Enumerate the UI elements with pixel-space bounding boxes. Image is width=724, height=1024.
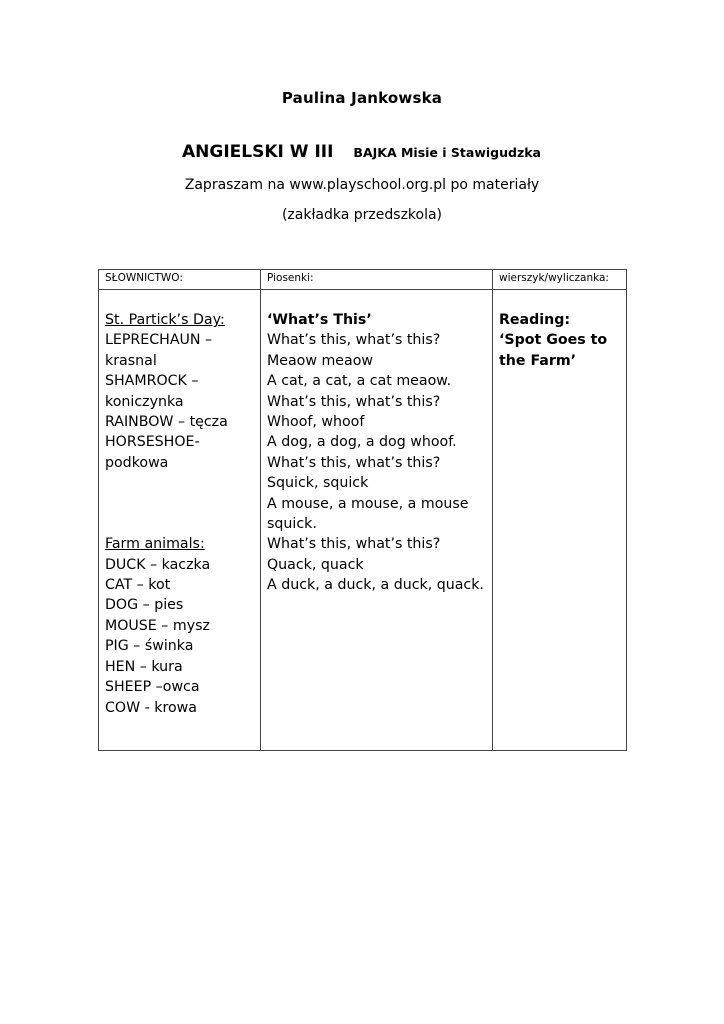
song-line: Quack, quack — [267, 556, 364, 573]
song-line: Meaow meaow — [267, 352, 373, 369]
vocab-line: podkowa — [105, 454, 169, 471]
song-line: What’s this, what’s this? — [267, 332, 441, 349]
author-name: Paulina Jankowska — [281, 89, 443, 107]
vocab-line: HORSESHOE- — [105, 434, 200, 451]
reading-label: Reading: — [499, 312, 571, 328]
vocab-line: LEPRECHAUN – — [105, 332, 213, 349]
intro-line-2: (zakładka przedszkola) — [281, 207, 443, 223]
song-line: Whoof, whoof — [267, 414, 365, 431]
song-line: What’s this, what’s this? — [267, 393, 441, 410]
header-vocabulary: SŁOWNICTWO: — [99, 270, 261, 290]
vocab-section-title: Farm animals: — [105, 536, 205, 553]
song-line: A duck, a duck, a duck, quack. — [267, 577, 484, 594]
song-line: squick. — [267, 516, 317, 533]
table-header-row — [99, 270, 627, 290]
song-title: ‘What’s This’ — [267, 312, 372, 328]
lesson-table — [98, 269, 627, 751]
vocab-line: MOUSE – mysz — [105, 617, 210, 634]
vocabulary-cell — [99, 290, 261, 751]
vocab-spacer — [105, 473, 254, 534]
song-line: Squick, squick — [267, 475, 369, 492]
table-content-row — [99, 290, 627, 751]
title-line — [182, 142, 541, 162]
vocab-line: RAINBOW – tęcza — [105, 414, 228, 431]
document-title: ANGIELSKI W III — [182, 142, 334, 162]
vocab-line: COW - krowa — [105, 699, 197, 716]
vocab-line: koniczynka — [105, 393, 184, 410]
song-line: A cat, a cat, a cat meaow. — [267, 373, 452, 390]
song-line: A mouse, a mouse, a mouse — [267, 495, 469, 512]
reading-title-line: ‘Spot Goes to — [499, 332, 608, 349]
song-line: A dog, a dog, a dog whoof. — [267, 434, 457, 451]
vocab-line: PIG – świnka — [105, 638, 194, 655]
vocab-line: krasnal — [105, 352, 157, 369]
document-subtitle: BAJKA Misie i Stawigudzka — [353, 145, 541, 160]
vocab-line: SHEEP –owca — [105, 679, 200, 696]
header-rhyme: wierszyk/wyliczanka: — [493, 270, 627, 290]
vocab-line: DUCK – kaczka — [105, 556, 211, 573]
song-line: What’s this, what’s this? — [267, 454, 441, 471]
vocab-line: HEN – kura — [105, 658, 183, 675]
song-cell — [261, 290, 493, 751]
vocab-line: CAT – kot — [105, 577, 171, 594]
song-line: What’s this, what’s this? — [267, 536, 441, 553]
header-songs: Piosenki: — [261, 270, 493, 290]
reading-title-line: the Farm’ — [499, 352, 577, 369]
vocab-line: SHAMROCK – — [105, 373, 199, 390]
vocab-section-title: St. Partick’s Day: — [105, 312, 225, 328]
intro-line-1: Zapraszam na www.playschool.org.pl po materiały — [184, 177, 540, 193]
vocab-line: DOG – pies — [105, 597, 184, 614]
reading-cell — [493, 290, 627, 751]
